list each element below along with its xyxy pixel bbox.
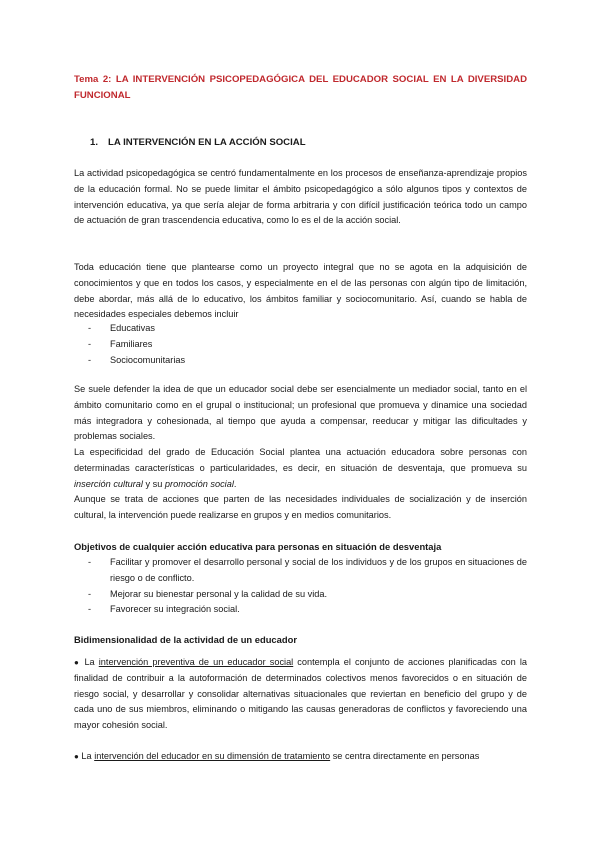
objectives-list xyxy=(88,555,527,618)
list-item: - Familiares xyxy=(88,338,153,349)
emphasis-text: promoción social xyxy=(164,478,234,489)
bullet-paragraph-1: ● La intervención preventiva de un educador social contempla el conjunto de acciones planificadas con la finalidad de contribuir a la autoformación de determinados colectivos menos favorecidos o en situación de riesgo social, y desarrollar y consolidar alternativas situacionales que reviertan en beneficio del grupo y de cada uno de sus miembros, eliminando o mitigando las causas generadoras de conflictos y favoreciendo una mayor cohesión social. xyxy=(74,657,527,731)
underlined-term: intervención preventiva de un educador social xyxy=(98,657,294,667)
bidimensionality-heading: Bidimensionalidad de la actividad de un educador xyxy=(74,634,297,645)
needs-list xyxy=(88,321,185,368)
underlined-term: intervención del educador en su dimensión de tratamiento xyxy=(94,751,331,761)
bullet-icon: ● xyxy=(74,752,79,761)
section-heading xyxy=(90,137,306,148)
objectives-heading: Objetivos de cualquier acción educativa para personas en situación de desventaja xyxy=(74,541,442,552)
list-item: - Mejorar su bienestar personal y la calidad de su vida. xyxy=(88,588,328,599)
paragraph-4: La especificidad del grado de Educación Social plantea una actuación educadora sobre personas con determinadas características o particularidades, es decir, en situación de desventaja, que promueva su inserción cultural y su promoción social. xyxy=(74,447,527,489)
paragraph-5: Aunque se trata de acciones que parten de las necesidades individuales de socialización y de inserción cultural, la intervención puede realizarse en grupos y en medios comunitarios. xyxy=(74,494,527,520)
document-title: Tema 2: LA INTERVENCIÓN PSICOPEDAGÓGICA DEL EDUCADOR SOCIAL EN LA DIVERSIDAD FUNCIONAL xyxy=(74,74,527,101)
list-item: - Facilitar y promover el desarrollo personal y social de los individuos y de los grupos en situaciones de riesgo o de conflicto. xyxy=(88,557,527,583)
bullet-paragraph-2: ● La intervención del educador en su dimensión de tratamiento se centra directamente en personas xyxy=(74,751,480,761)
list-item: - Educativas xyxy=(88,323,155,333)
section-title: LA INTERVENCIÓN EN LA ACCIÓN SOCIAL xyxy=(108,137,306,148)
emphasis-text: inserción cultural xyxy=(74,478,143,489)
section-number: 1. xyxy=(90,137,99,148)
paragraph-2: Toda educación tiene que plantearse como un proyecto integral que no se agota en la adquisición de conocimientos y que en todos los casos, y especialmente en el de las personas con algún tipo de limitación, debe abordar, más allá de lo educativo, los ámbitos familiar y sociocomunitario. Así, cuando se habla de necesidades especiales debemos incluir xyxy=(74,262,527,320)
paragraph-3: Se suele defender la idea de que un educador social debe ser esencialmente un mediador social, tanto en el ámbito comunitario como en el grupal o institucional; un profesional que promueva y dinamice una sociedad más integradora y cohesionada, al tiempo que ayuda a compensar, reeducar y mitigar las dificultades y problemas sociales. xyxy=(74,384,527,442)
list-item: - Favorecer su integración social. xyxy=(88,604,240,615)
paragraph-1: La actividad psicopedagógica se centró fundamentalmente en los procesos de enseñanza-aprendizaje propios de la educación formal. No se puede limitar el ámbito psicopedagógico a sólo algunos tipos y contextos de intervención educativa, ya que sería alejar de forma arbitraria y con difícil justificación teórica todo un campo de actuación de gran trascendencia educativa, como lo es el de la acción social. xyxy=(74,168,527,226)
list-item: - Sociocomunitarias xyxy=(88,354,186,365)
bullet-icon: ● xyxy=(74,658,81,667)
